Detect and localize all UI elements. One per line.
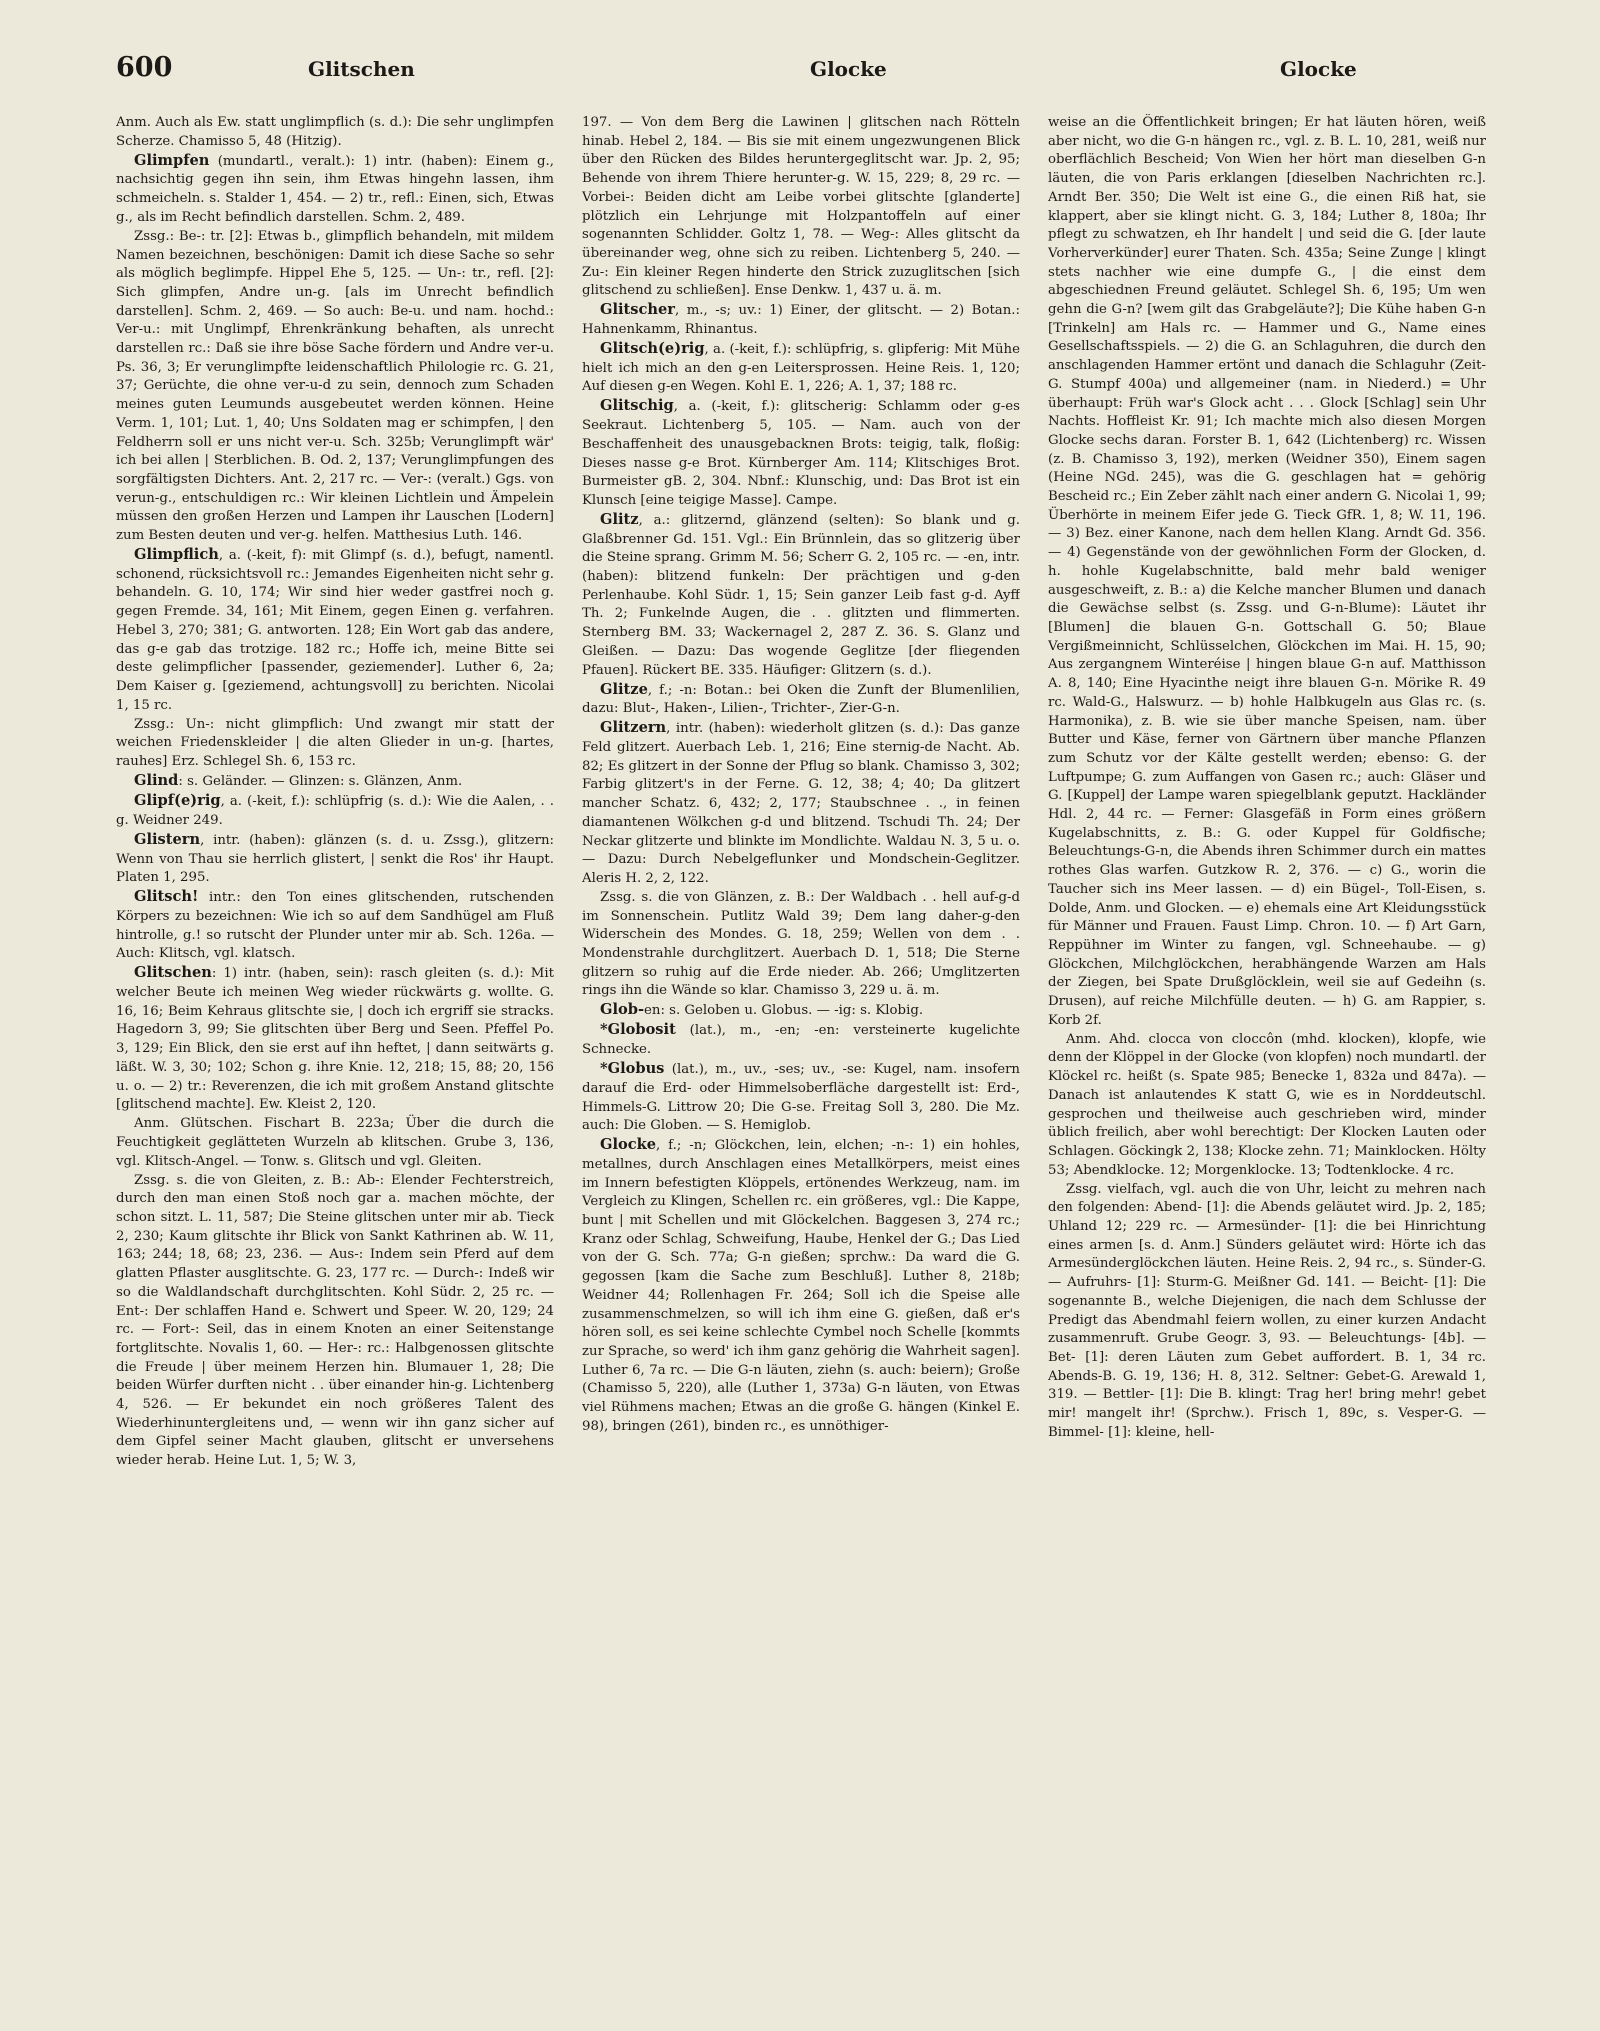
entry-text: intr.: den Ton eines glitschenden, rutschenden Körpers zu bezeichnen: Wie ich so auf dem Sandhügel am Fluß hintrolle, g.! so rutscht der Plunder unter mir ab. Sch. 126a. — Auch: Klitsch, vgl. klatsch. [116, 890, 554, 962]
entry-text: , a. (-keit, f.): glitscherig: Schlamm oder g-es Seekraut. Lichtenberg 5, 105. — Nam. auch von der Beschaffenheit des unausgebacknen Brots: teigig, talk, floßig: Dieses nasse g-e Brot. Kürnberger Am. 114; Klitschiges Brot. Burmeister gB. 2, 304. Nbnf.: Klunschig, und: Das Brot ist ein Klunsch [eine teigige Masse]. Campe. [582, 399, 1020, 508]
dictionary-entry [582, 1001, 1020, 1021]
entry-headword: *Globosit [600, 1021, 676, 1039]
entry-text: Anm. Glütschen. Fischart B. 223a; Über die durch die Feuchtigkeit geglätteten Wurzeln ab klitschen. Grube 3, 136, vgl. Klitsch-Angel. — Tonw. s. Glitsch und vgl. Gleiten. [116, 1116, 554, 1169]
entry-continuation [1048, 1031, 1486, 1181]
entry-continuation [1048, 114, 1486, 1030]
entry-text: , intr. (haben): glänzen (s. d. u. Zssg.), glitzern: Wenn von Thau sie herrlich glistert, | senkt die Ros' ihr Haupt. Platen 1, 295. [116, 832, 554, 886]
entry-text: Zssg. s. die von Gleiten, z. B.: Ab-: Elender Fechterstreich, durch den man einen Stoß noch gar a. machen möchte, der schon sitzt. L. 11, 587; Die Steine glitschen unter mir ab. Tieck 2, 230; Kaum glitschte ihr Blick von Sankt Kathrinen ab. W. 11, 163; 244; 18, 68; 23, 236. — Aus-: Indem sein Pferd auf dem glatten Pflaster ausglitschte. G. 23, 177 rc. — Durch-: Indeß wir so die Waldlandschaft durchglitschten. Kohl Südr. 2, 25 rc. — Ent-: Der schlaffen Hand e. Schwert und Speer. W. 20, 129; 24 rc. — Fort-: Seil, das in einem Knoten an einer Seitenstange fortglitschte. Novalis 1, 60. — Her-: rc.: Halbgenossen glitschte die Freude | über meinem Herzen hin. Blumauer 1, 28; Die beiden Würfer durften nicht . . über einander hin-g. Lichtenberg 4, 526. — Er bekundet ein noch größeres Talent des Wiederhinuntergleitens und, — wenn wir ihn ganz sicher auf dem Gipfel seiner Macht glauben, glitscht er unversehens wieder herab. Heine Lut. 1, 5; W. 3, [116, 1172, 554, 1469]
entry-text: , f.; -n: Botan.: bei Oken die Zunft der Blumenlilien, dazu: Blut-, Haken-, Lilien-, Trichter-, Zier-G-n. [582, 682, 1020, 717]
entry-continuation [116, 228, 554, 546]
entry-continuation [116, 716, 554, 772]
column-3 [1048, 114, 1486, 2004]
column-1 [116, 114, 554, 2004]
column-2 [582, 114, 1020, 2004]
entry-headword: Glitsch! [134, 888, 199, 906]
dictionary-entry [582, 681, 1020, 719]
entry-text: : s. Geländer. — Glinzen: s. Glänzen, Anm. [178, 774, 463, 790]
center-headword: Glocke [810, 57, 887, 81]
entry-text: weise an die Öffentlichkeit bringen; Er hat läuten hören, weiß aber nicht, wo die G-n hängen rc., vgl. z. B. L. 10, 281, weiß nur oberflächlich Bescheid; Von Wien her hört man dieselben G-n läuten, die von Paris erklangen [dieselben Nachrichten rc.]. Arndt Ber. 350; Die Welt ist eine G., die einen Riß hat, sie klappert, aber sie klingt nicht. G. 3, 184; Luther 8, 180a; Ihr pflegt zu schwatzen, eh Ihr handelt | und seid die G. [der laute Vorherverkünder] eurer Thaten. Sch. 435a; Seine Zunge | klingt stets nachher wie eine dumpfe G., | die einst dem abgeschiednen Freund geläutet. Schlegel Sh. 6, 195; Um wen gehn die G-n? [wem gilt das Grabgeläute?]; Die Kühe haben G-n [Trinkeln] am Hals rc. — Hammer und G., Name eines Gesellschaftsspiels. — 2) die G. an Schlaguhren, die durch den anschlagenden Hammer ertönt und danach die Schlaguhr (Zeit-G. Stumpf 400a) und allgemeiner (nam. in Niederd.) = Uhr überhaupt: Früh war's Glock acht . . . Glock [Schlag] sein Uhr Nachts. Hoffleist Kr. 91; Ich machte mich also diesen Morgen Glocke sechs daran. Forster B. 1, 642 (Lichtenberg) rc. Wissen (z. B. Chamisso 3, 192), merken (Weidner 350), Einem sagen (Heine NGd. 245), was die G. geschlagen hat = gehörig Bescheid rc.; Ein Zeber zählt nach einer andern G. Nicolai 1, 99; Überhörte in meinem Eifer jede G. Tieck GfR. 1, 8; W. 11, 196. — 3) Bez. einer Kanone, nach dem hellen Klang. Arndt Gd. 356. — 4) Gegenstände von der gewöhnlichen Form der Glocken, d. h. hohle Kugelabschnitte, bald mehr bald weniger ausgeschweift, z. B.: a) die Kelche mancher Blumen und danach die Gewächse selbst (s. Zssg. und G-n-Blume): Läutet ihr [Blumen] die blauen G-n. Gottschall G. 50; Blaue Vergißmeinnicht, Schlüsselchen, Glöckchen im Mai. H. 15, 90; Aus zergangnem Winteréise | hingen blaue G-n auf. Matthisson A. 8, 140; Eine Hyacinthe neigt ihre blauen G-n. Mörike R. 49 rc. Wald-G., Halswurz. — b) hohle Halbkugeln aus Glas rc. (s. Harmonika), z. B. wie sie über manche Speisen, nam. über Butter und Käse, ferner von Gärtnern über manche Pflanzen zum Schutz vor der Kälte gestellt werden; ebenso: G. der Luftpumpe; G. zum Auffangen von Gasen rc.; auch: Gläser und G. [Kuppel] der Lampe waren spiegelblank geputzt. Hackländer Hdl. 2, 44 rc. — Ferner: Glasgefäß in Form eines größern Kugelabschnitts, z. B.: G. oder Kuppel für Goldfische; Beleuchtungs-G-n, die Abends ihren Schimmer durch ein mattes rothes Glas warfen. Gutzkow R. 2, 376. — c) G., worin die Taucher sich ins Meer lassen. — d) ein Bügel-, Toll-Eisen, s. Dolde, Anm. und Glocken. — e) ehemals eine Art Kleidungsstück für Männer und Frauen. Faust Limp. Chron. 10. — f) Art Garn, Reppühner im Winter zu fangen, vgl. Schneehaube. — g) Glöckchen, Milchglöckchen, herabhängende Warzen am Hals der Ziegen, bei Spate Drußglöcklein, weil sie auf Gedeihn (s. Drusen), auf reiche Milchfülle deuten. — h) G. am Rappier, s. Korb 2f. [1048, 115, 1486, 1028]
entry-continuation [582, 889, 1020, 1001]
text-columns [116, 114, 1486, 2004]
entry-text: en: s. Geloben u. Globus. — -ig: s. Klobig. [644, 1003, 924, 1019]
entry-text: , a. (-keit, f): mit Glimpf (s. d.), befugt, namentl. schonend, rücksichtsvoll rc.: Jemandes Eigenheiten nicht sehr g. behandeln. G. 10, 174; Wir sind hier weder gastfrei noch g. gegen Fremde. 34, 161; Mit Einem, gegen Einen g. verfahren. Hebel 3, 270; 381; G. antworten. 128; Ein Wort gab das andere, das g-e gab das trotzige. 182 rc.; Hoffe ich, meine Bitte sei deste gelimpflicher [passender, geziemender]. Luther 6, 2a; Dem Kaiser g. [geziemend, achtungsvoll] zu berichten. Nicolai 1, 15 rc. [116, 548, 554, 713]
entry-text: Zssg.: Un-: nicht glimpflich: Und zwangt mir statt der weichen Friedenskleider | die alten Glieder in un-g. [hartes, rauhes] Erz. Schlegel Sh. 6, 153 rc. [116, 716, 554, 770]
entry-text: , a. (-keit, f.): schlüpfrig, s. glipferig: Mit Mühe hielt ich mich an den g-en Leitersprossen. Heine Reis. 1, 120; Auf diesen g-en Wegen. Kohl E. 1, 226; A. 1, 37; 188 rc. [582, 342, 1020, 395]
entry-continuation [116, 1115, 554, 1171]
entry-headword: Glitschen [134, 964, 212, 982]
entry-headword: Glitz [600, 510, 639, 528]
entry-headword: Glimpfen [134, 151, 210, 169]
entry-headword: Glob- [600, 1001, 645, 1019]
entry-continuation [582, 114, 1020, 301]
entry-text: (lat.), m., uv., -ses; uv., -se: Kugel, nam. insofern darauf die Erd- oder Himmelsoberfläche dargestellt ist: Erd-, Himmels-G. Littrow 20; Die G-se. Freitag Soll 3, 280. Die Mz. auch: Die Globen. — S. Hemiglob. [582, 1062, 1020, 1134]
entry-text: Zssg.: Be-: tr. [2]: Etwas b., glimpflich behandeln, mit mildem Namen bezeichnen, beschönigen: Damit ich diese Sache so sehr als möglich beglimpfe. Hippel Ehe 5, 125. — Un-: tr., refl. [2]: Sich glimpfen, Andre un-g. [als im Unrecht befindlich darstellen]. Schm. 2, 469. — So auch: Be-u. und nam. hochd.: Ver-u.: mit Unglimpf, Ehrenkränkung behaften, als unrecht darstellen rc.: Daß sie ihre böse Sache fördern und Andre ver-u. Ps. 36, 3; Er verunglimpfte leidenschaftlich Philologie rc. G. 21, 37; Gerüchte, die ohne ver-u-d zu sein, dennoch zum Schaden meines guten Leumunds ausgebeutet werden können. Heine Verm. 1, 101; Lut. 1, 40; Uns Soldaten mag er schimpfen, | den Feldherrn soll er uns nicht ver-u. Sch. 325b; Verunglimpft wär' ich bei allen | Sterblichen. B. Od. 2, 137; Verunglimpfungen des sorgfältigsten Dichters. Ant. 2, 217 rc. — Ver-: (veralt.) Ggs. von verun-g., entschuldigen rc.: Wir kleinen Lichtlein und Ämpelein müssen den großen Herzen und Lampen ihr Lauschen [Lodern] zum Besten deuten und ver-g. helfen. Matthesius Luth. 146. [116, 228, 554, 544]
entry-continuation [116, 114, 554, 151]
entry-text: Zssg. s. die von Glänzen, z. B.: Der Waldbach . . hell auf-g-d im Sonnenschein. Putlitz Wald 39; Dem lang daher-g-den Widerschein des Mondes. G. 18, 259; Wellen von dem . . Mondenstrahle durchglitzert. Auerbach D. 1, 518; Die Sterne glitzern so ruhig auf die Erde nieder. Ab. 266; Umglitzerten rings ihn die Wände so klar. Chamisso 3, 229 u. ä. m. [582, 889, 1020, 999]
dictionary-entry [582, 1021, 1020, 1059]
entry-continuation [116, 1172, 554, 1471]
right-headword: Glocke [1280, 57, 1357, 81]
dictionary-entry [116, 772, 554, 792]
entry-headword: Glitzern [600, 719, 667, 737]
dictionary-entry [582, 1060, 1020, 1136]
entry-text: , intr. (haben): wiederholt glitzen (s. d.): Das ganze Feld glitzert. Auerbach Leb. 1, 216; Eine sternig-de Nacht. Ab. 82; Es glitzert in der Sonne der Pflug so blank. Chamisso 3, 302; Farbig glitzert's in der Ferne. G. 12, 38; 4; 40; Da glitzert mancher Schatz. 6, 432; 2, 177; Staubschnee . ., in feinen diamantenen Wölkchen g-d und blitzend. Tschudi Th. 24; Der Neckar glitzerte und blinkte im Mondlichte. Waldau N. 3, 5 u. o. — Dazu: Durch Nebelgeflunker und Mondschein-Geglitzer. Aleris H. 2, 2, 122. [582, 721, 1020, 886]
entry-text: Zssg. vielfach, vgl. auch die von Uhr, leicht zu mehren nach den folgenden: Abend- [1]: die Abends geläutet wird. Jp. 2, 185; Uhland 12; 229 rc. — Armesünder- [1]: die bei Hinrichtung eines armen [s. d. Anm.] Sünders geläutet wird: Hörte ich das Armesünderglöckchen läuten. Heine Reis. 2, 94 rc., s. Sünder-G. — Aufruhrs- [1]: Sturm-G. Meißner Gd. 141. — Beicht- [1]: Die sogenannte B., welche Diejenigen, die nach dem Schlusse der Predigt das Abendmahl feiern wollen, zu einer kurzen Andacht zusammenruft. Grube Geogr. 3, 93. — Beleuchtungs- [4b]. — Bet- [1]: deren Läuten zum Gebet auffordert. B. 1, 34 rc. Abends-B. G. 19, 136; H. 8, 312. Seltner: Gebet-G. Arewald 1, 319. — Bettler- [1]: Die B. klingt: Trag her! bring mehr! gebet mir! mangelt ihr! (Sprchw.). Frisch 1, 89c, s. Vesper-G. — Bimmel- [1]: kleine, hell- [1048, 1181, 1486, 1440]
page-number: 600 [116, 52, 173, 83]
entry-text: Anm. Auch als Ew. statt unglimpflich (s. d.): Die sehr unglimpfen Scherze. Chamisso 5, 48 (Hitzig). [116, 115, 554, 149]
dictionary-entry [582, 301, 1020, 339]
entry-headword: Glimpflich [134, 546, 219, 564]
entry-text: (lat.), m., -en; -en: versteinerte kugelichte Schnecke. [582, 1023, 1020, 1058]
dictionary-entry [116, 546, 554, 715]
entry-headword: Glind [134, 772, 179, 790]
left-headword: Glitschen [308, 57, 415, 81]
entry-headword: Glistern [134, 830, 201, 848]
entry-headword: Glitze [600, 680, 648, 698]
entry-text: : 1) intr. (haben, sein): rasch gleiten (s. d.): Mit welcher Beute ich meinen Weg wieder rückwärts g. wollte. G. 16, 16; Beim Kehraus glitschte sie, | doch ich ergriff sie stracks. Hagedorn 3, 99; Sie glitschten über Berg und Seen. Pfeffel Po. 3, 129; Ein Blick, den sie erst auf ihn heftet, | dann seitwärts g. läßt. W. 3, 30; 102; Schon g. ihre Knie. 12, 218; 15, 88; 20, 156 u. o. — 2) tr.: Reverenzen, die ich mit großem Anstand glitschte [glitschend machte]. Ew. Kleist 2, 120. [116, 966, 554, 1113]
entry-headword: *Globus [600, 1060, 665, 1078]
entry-text: Anm. Ahd. clocca von cloccôn (mhd. klocken), klopfe, wie denn der Klöppel in der Glocke (von klopfen) noch mundartl. der Klöckel rc. heißt (s. Spate 985; Benecke 1, 832a und 847a). — Danach ist anlautendes K statt G, wie es in Norddeutschl. gesprochen und theilweise auch geschrieben wird, minder üblich freilich, aber wohl berechtigt: Der Klocken Lauten oder Schlagen. Göckingk 2, 138; Klocke zehn. 71; Mainklocken. Hölty 53; Abendklocke. 12; Morgenklocke. 13; Todtenklocke. 4 rc. [1048, 1031, 1486, 1178]
dictionary-entry [582, 397, 1020, 510]
dictionary-entry [582, 340, 1020, 397]
entry-headword: Glitsch(e)rig [600, 340, 705, 358]
entry-headword: Glitschig [600, 397, 674, 415]
entry-text: , m., -s; uv.: 1) Einer, der glitscht. — 2) Botan.: Hahnenkamm, Rhinantus. [582, 303, 1020, 338]
dictionary-entry [116, 792, 554, 830]
entry-text: (mundartl., veralt.): 1) intr. (haben): Einem g., nachsichtig gegen ihn sein, ihm Etwas hingehn lassen, ihm schmeicheln. s. Stalder 1, 454. — 2) tr., refl.: Einen, sich, Etwas g., als im Recht befindlich darstellen. Schm. 2, 489. [116, 153, 554, 225]
entry-continuation [1048, 1181, 1486, 1443]
entry-text: , a. (-keit, f.): schlüpfrig (s. d.): Wie die Aalen, . . g. Weidner 249. [116, 794, 554, 828]
entry-text: , f.; -n; Glöckchen, lein, elchen; -n-: 1) ein hohles, metallnes, durch Anschlagen eines Metallkörpers, meist eines im Innern befestigten Klöppels, ertönendes Werkzeug, nam. im Vergleich zu Klingen, Schellen rc. ein größeres, vgl.: Die Kappe, bunt | mit Schellen und mit Glöckelchen. Baggesen 3, 274 rc.; Kranz oder Schlag, Schweifung, Haube, Henkel der G.; Das Lied von der G. Sch. 77a; G-n gießen; sprchw.: Da ward die G. gegossen [kam die Sache zum Beschluß]. Luther 8, 218b; Weidner 44; Rollenhagen Fr. 264; Soll ich die Speise alle zusammenschmelzen, so will ich ihm eine G. gießen, daß er's hören soll, es sei keine schlechte Cymbel noch Schelle [kommts zur Sprache, so werd' ich ihm ganz gehörig die Wahrheit sagen]. Luther 6, 7a rc. — Die G-n läuten, ziehn (s. auch: beiern); Große (Chamisso 5, 220), alle (Luther 1, 373a) G-n läuten, von Etwas viel Rühmens machen; Etwas an die große G. hängen (Kinkel E. 98), bringen (261), binden rc., es unnöthiger- [582, 1138, 1020, 1434]
entry-headword: Glocke [600, 1136, 657, 1154]
entry-text: , a.: glitzernd, glänzend (selten): So blank und g. Glaßbrenner Gd. 151. Vgl.: Ein Brünnlein, das so glitzerig über die Steine sprang. Grimm M. 56; Scherr G. 2, 105 rc. — -en, intr. (haben): blitzend funkeln: Der prächtigen und g-den Perlenhaube. Kohl Südr. 1, 15; Sein ganzer Leib fast g-d. Ayff Th. 2; Funkelnde Augen, die . . glitzten und flimmerten. Sternberg BM. 33; Wackernagel 2, 287 Z. 36. S. Glanz und Gleißen. — Dazu: Das wogende Geglitze [der fliegenden Pfauen]. Rückert BE. 335. Häufiger: Glitzern (s. d.). [582, 512, 1020, 678]
running-head [116, 52, 1486, 92]
dictionary-entry [116, 888, 554, 964]
dictionary-entry [582, 1136, 1020, 1436]
dictionary-entry [582, 719, 1020, 888]
entry-headword: Glipf(e)rig [134, 792, 221, 810]
dictionary-entry [116, 964, 554, 1115]
dictionary-entry [116, 831, 554, 888]
dictionary-entry [116, 152, 554, 228]
dictionary-entry [582, 511, 1020, 680]
entry-text: 197. — Von dem Berg die Lawinen | glitschen nach Rötteln hinab. Hebel 2, 184. — Bis sie mit einem ungezwungenen Blick über den Rücken des Bildes heruntergeglitscht war. Jp. 2, 95; Behende von ihrem Thiere herunter-g. W. 15, 229; 8, 29 rc. — Vorbei-: Beiden dicht am Leibe vorbei glitschte [glanderte] plötzlich ein Lehrjunge mit Holzpantoffeln auf einer sogenannten Schlidder. Goltz 1, 78. — Weg-: Alles glitscht da übereinander weg, ohne sich zu reiben. Lichtenberg 5, 240. — Zu-: Ein kleiner Regen hinderte den Strick zuzuglitschen [sich glitschend zu schließen]. Ense Denkw. 1, 437 u. ä. m. [582, 115, 1020, 299]
entry-headword: Glitscher [600, 301, 675, 319]
